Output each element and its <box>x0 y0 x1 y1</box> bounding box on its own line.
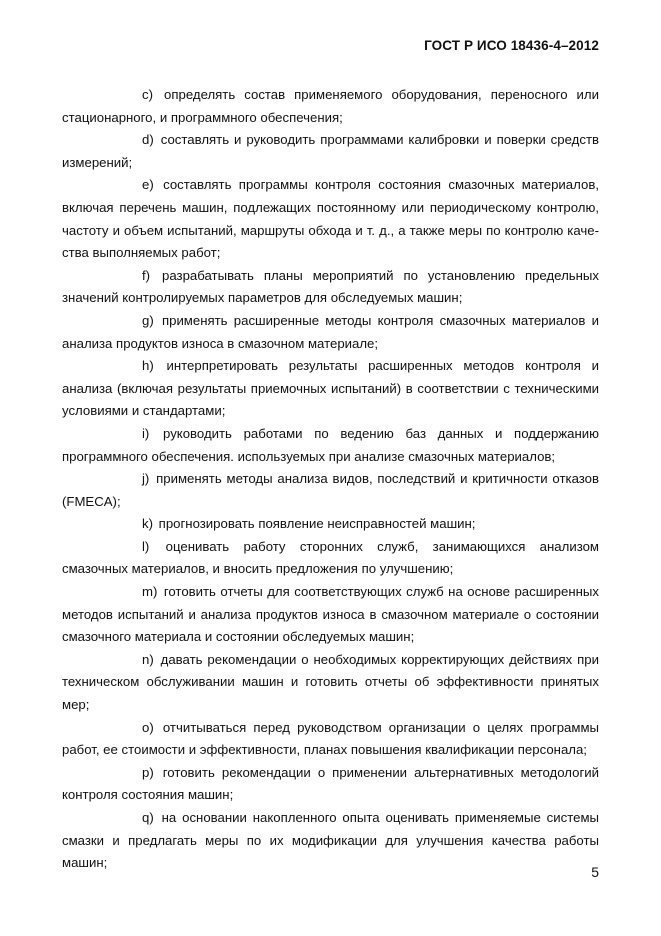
list-item-text: применять методы анализа видов, последствий и критичности отказов (FMECA); <box>62 471 599 509</box>
list-item-label: m) <box>142 584 158 600</box>
list-item <box>62 174 599 264</box>
list-item-label: c) <box>142 87 153 102</box>
list-item-label: p) <box>142 764 154 780</box>
list-item <box>62 762 599 807</box>
list-item-label: q) <box>142 810 154 825</box>
list-item-label: i) <box>142 425 150 441</box>
list-item-text: прогнозировать появление неисправностей машин; <box>158 516 476 532</box>
list-item-text: составлять программы контроля состояния смазочных материалов, включая перечень машин, подлежащих постоянному или периодическому контролю, частоту и объем испытаний, маршруты обхода и т. д., а также меры по контролю качества выполняемых работ; <box>62 177 599 261</box>
list-item-label: o) <box>142 719 154 735</box>
list-item-text: руководить работами по ведению баз данных и поддержанию программного обеспечения. используемых при анализе смазочных материалов; <box>62 425 599 464</box>
list-item <box>62 423 599 468</box>
list-item-text: отчитываться перед руководством организации о целях программы работ, ее стоимости и эффективности, планах повышения квалификации персонала; <box>62 719 599 758</box>
list-item-label: n) <box>142 651 154 667</box>
list-item <box>62 265 599 310</box>
list-item <box>62 649 599 717</box>
list-item-label: l) <box>142 538 150 554</box>
list-item <box>62 468 599 513</box>
list-item-text: разрабатывать планы мероприятий по установлению предельных значений контролируемых параметров для обследуемых машин; <box>62 267 599 306</box>
list-item-text: давать рекомендации о необходимых корректирующих действиях при техническом обслуживании машин и готовить отчеты об эффективности принятых мер; <box>62 651 600 713</box>
list-item-label: j) <box>142 471 150 487</box>
list-item-text: готовить отчеты для соответствующих служб на основе расширенных методов испытаний и анализа продуктов износа в смазочном материале о состоянии смазочного материала и состоянии обследуемых машин; <box>62 584 599 645</box>
list-item <box>62 129 599 174</box>
list-item <box>62 513 599 536</box>
list-item-text: интерпретировать результаты расширенных методов контроля и анализа (включая результаты приемочных испытаний) в соответствии с техническими условиями и стандартами; <box>62 358 599 419</box>
list-item-text: на основании накопленного опыта оценивать применяемые системы смазки и предлагать меры по их модификации для улучшения качества работы машин; <box>62 810 599 871</box>
list-item-text: готовить рекомендации о применении альтернативных методологий контроля состояния машин; <box>62 764 599 803</box>
list-item <box>62 581 599 649</box>
list-item <box>62 84 599 129</box>
document-header: ГОСТ Р ИСО 18436-4–2012 <box>424 38 599 53</box>
list-item <box>62 807 599 875</box>
list-item-label: g) <box>142 312 154 328</box>
list-item <box>62 717 599 762</box>
list-item-text: составлять и руководить программами калибровки и поверки средств измерений; <box>62 132 599 170</box>
list-item <box>62 355 599 423</box>
list-item-text: определять состав применяемого оборудования, переносного или стационарного, и программного обеспечения; <box>62 87 599 125</box>
page-number: 5 <box>591 864 599 880</box>
list-item-text: применять расширенные методы контроля смазочных материалов и анализа продуктов износа в смазочном материале; <box>62 312 599 351</box>
list-item-label: h) <box>142 358 154 374</box>
list-item-label: f) <box>142 267 151 283</box>
list-item-text: оценивать работу сторонних служб, занимающихся анализом смазочных материалов, и вносить предложения по улучшению; <box>62 538 599 577</box>
list-item-label: d) <box>142 132 154 148</box>
list-item-label: e) <box>142 177 154 193</box>
list-body <box>62 84 599 875</box>
list-item-label: k) <box>142 516 153 532</box>
list-item <box>62 536 599 581</box>
list-item <box>62 310 599 355</box>
